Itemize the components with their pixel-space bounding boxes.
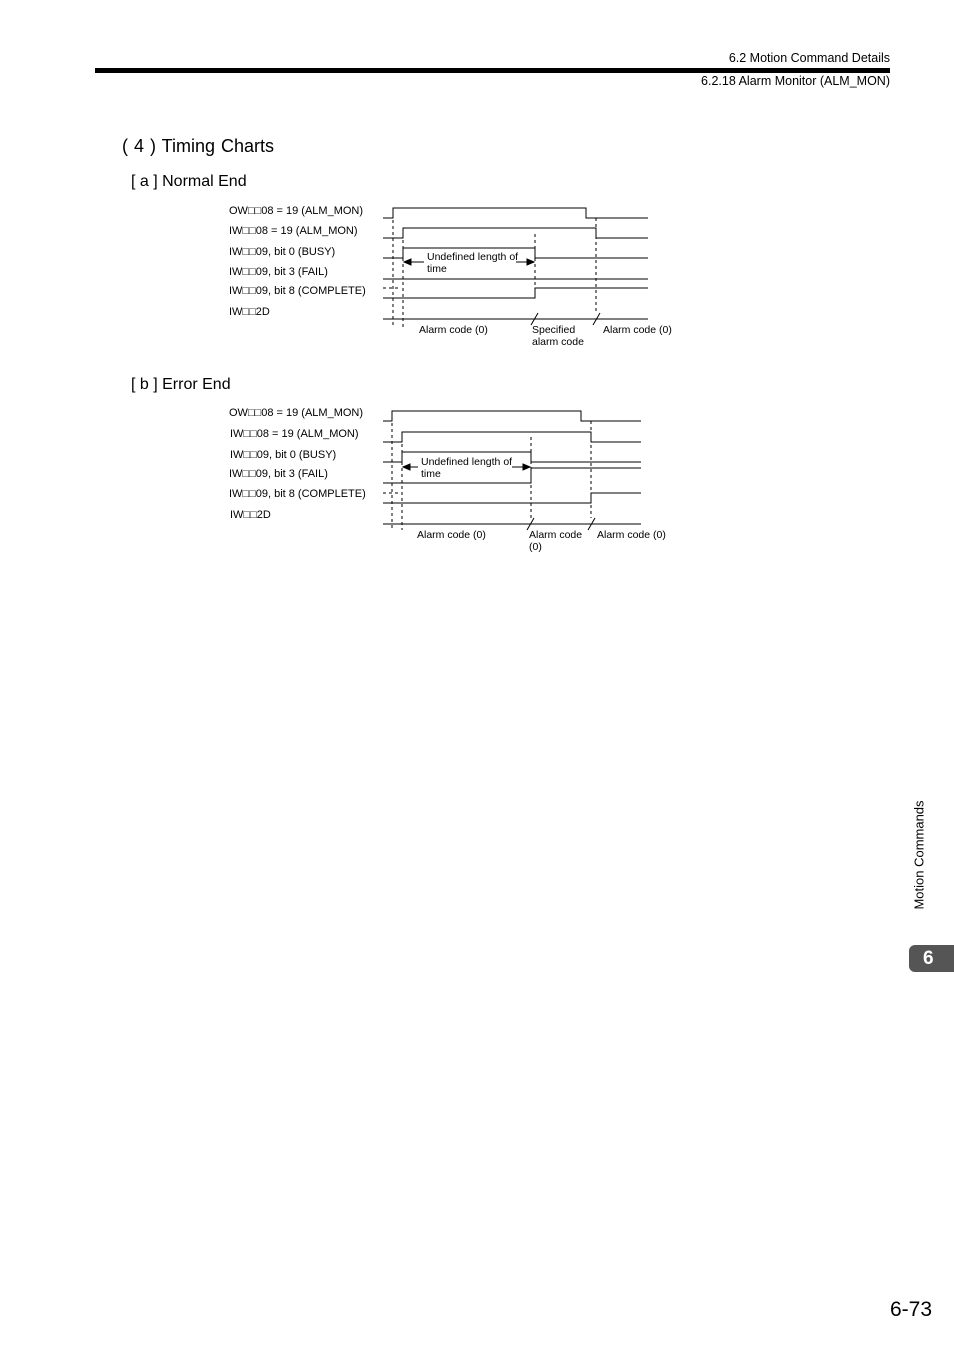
chart-b-undefined-label: Undefined length of time xyxy=(421,456,513,480)
chart-a-alarm-label-2: Specified alarm code xyxy=(532,324,584,348)
chart-b-signal-label-iw2d: IW□□2D xyxy=(230,509,271,521)
chart-a-signal-label-fail: IW□□09, bit 3 (FAIL) xyxy=(229,266,328,278)
chart-a-alarm-label-3: Alarm code (0) xyxy=(603,324,672,336)
header-subsection: 6.2.18 Alarm Monitor (ALM_MON) xyxy=(701,74,890,88)
chart-b-alarm-label-1: Alarm code (0) xyxy=(417,529,486,541)
chart-b-signal-label-complete: IW□□09, bit 8 (COMPLETE) xyxy=(229,488,366,500)
chapter-tab: 6 xyxy=(909,945,954,972)
chart-a-title: [ a ] Normal End xyxy=(131,173,247,190)
section-title: ( 4 ) Timing Charts xyxy=(122,136,275,156)
chart-b-signal-label-fail: IW□□09, bit 3 (FAIL) xyxy=(229,468,328,480)
side-tab-label: Motion Commands xyxy=(911,800,927,910)
header-section: 6.2 Motion Command Details xyxy=(728,51,890,65)
chart-b-signal-label-iw08: IW□□08 = 19 (ALM_MON) xyxy=(230,428,359,440)
chart-a-signal-label-iw2d: IW□□2D xyxy=(229,306,270,318)
chart-b-wave-complete xyxy=(383,493,641,503)
chart-a-alarm-label-1: Alarm code (0) xyxy=(419,324,488,336)
chart-b-signal-label-busy: IW□□09, bit 0 (BUSY) xyxy=(230,449,337,461)
chart-a-signal-label-ow08: OW□□08 = 19 (ALM_MON) xyxy=(229,205,364,217)
chart-b-alarm-label-2: Alarm code (0) xyxy=(529,529,583,553)
chart-b-title: [ b ] Error End xyxy=(131,376,231,393)
chart-b-wave-ow08 xyxy=(383,411,641,421)
chart-a-signal-label-busy: IW□□09, bit 0 (BUSY) xyxy=(229,246,336,258)
chart-a-signal-label-complete: IW□□09, bit 8 (COMPLETE) xyxy=(229,285,366,297)
chart-b-wave-iw08 xyxy=(383,432,641,442)
chart-b-alarm-label-3: Alarm code (0) xyxy=(597,529,666,541)
chart-a-signal-label-iw08: IW□□08 = 19 (ALM_MON) xyxy=(229,225,358,237)
chart-b-signal-label-ow08: OW□□08 = 19 (ALM_MON) xyxy=(229,407,364,419)
chart-a-undefined-label: Undefined length of time xyxy=(427,251,519,275)
page-number: 6-73 xyxy=(889,1298,932,1321)
